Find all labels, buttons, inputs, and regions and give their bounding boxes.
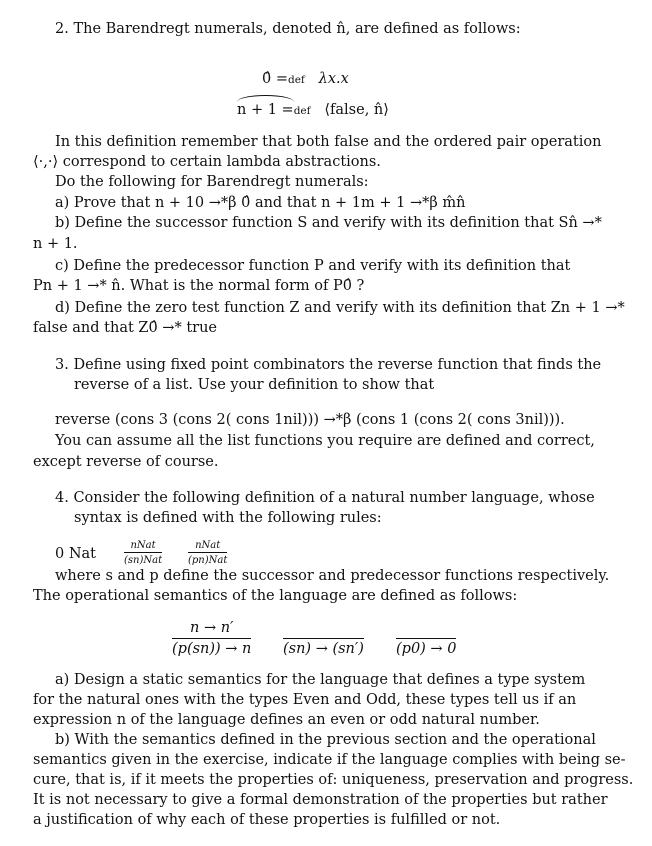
q2-part-d-2: false and that Z0̂ →* true [33,320,217,336]
q4-rule-succ [124,540,162,566]
q2-def-zero-lhs: 0̂ = [262,71,288,87]
q4-op-rule-3 [396,620,456,657]
q4-line-2: syntax is defined with the following rules: [74,510,382,526]
q4-op-rule-1 [172,620,251,657]
q3-assume-2: except reverse of course. [33,454,219,470]
q4-part-a-3: expression n of the language defines an even or odd natural number. [33,712,540,728]
q4-part-b-5: a justification of why each of these properties is fulfilled or not. [33,812,501,828]
q4-part-a-2: for the natural ones with the types Even and Odd, these types tell us if an [33,692,577,708]
q2-def-zero [262,70,402,89]
q2-intro: 2. The Barendregt numerals, denoted n̂, are defined as follows: [55,21,521,37]
q4-rule-succ-premise: nNat [124,540,162,553]
q2-def-succ-lhs: n + 1 = [237,102,294,118]
q4-op-rule-2-conclusion: (sn) → (sn′) [283,641,364,657]
q4-op-rule-1-premise: n → n′ [172,620,251,639]
q3-line-1: 3. Define using fixed point combinators the reverse function that finds the [55,357,602,373]
q2-def-zero-rhs: λx.x [318,71,349,87]
q4-rule-pred-premise: nNat [188,540,227,553]
q4-rule-pred-conclusion: (pn)Nat [188,555,228,566]
q4-part-b-3: cure, that is, if it meets the properties of: uniqueness, preservation and progress. [33,772,634,788]
q4-where-2: The operational semantics of the language are defined as follows: [33,588,518,604]
q4-op-rule-2-premise [283,620,364,639]
q4-part-b-1: b) With the semantics defined in the previous section and the operational [55,732,596,748]
q2-part-b-2: n + 1. [33,236,78,252]
q3-assume-1: You can assume all the list functions you require are defined and correct, [55,433,595,449]
q2-part-a: a) Prove that n + 10 →*β 0̂ and that n + 1m + 1 →*β m̂n̂ [55,195,466,211]
q4-rule-zero: 0 Nat [55,546,96,562]
q4-op-rule-1-conclusion: (p(sn)) → n [172,641,252,657]
q4-rule-pred [188,540,227,566]
q4-part-b-2: semantics given in the exercise, indicate if the language complies with being se- [33,752,626,768]
q2-def-succ [237,101,437,120]
q2-part-c-2: Pn + 1 →* n̂. What is the normal form of P0̂ ? [33,278,365,294]
q2-part-d-1: d) Define the zero test function Z and verify with its definition that Zn + 1 →* [55,300,625,316]
q2-def-succ-sub: def [293,105,311,117]
q4-op-rule-3-conclusion: (p0) → 0 [396,641,457,657]
q3-formula: reverse (cons 3 (cons 2( cons 1nil))) →*β (cons 1 (cons 2( cons 3nil))). [55,412,565,428]
q3-line-2: reverse of a list. Use your definition to show that [74,377,435,393]
q2-def-zero-sub: def [287,74,305,86]
q4-line-1: 4. Consider the following definition of a natural number language, whose [55,490,595,506]
q4-op-rule-2 [283,620,364,657]
q2-part-c-1: c) Define the predecessor function P and verify with its definition that [55,258,571,274]
q2-def-succ-rhs: ⟨false, n̂⟩ [324,102,389,118]
q2-note-2: ⟨·,·⟩ correspond to certain lambda abstractions. [33,154,381,170]
q4-rule-succ-conclusion: (sn)Nat [124,555,163,566]
q2-task-intro: Do the following for Barendregt numerals: [55,174,369,190]
q2-part-b-1: b) Define the successor function S and verify with its definition that Sn̂ →* [55,215,602,231]
q4-op-rule-3-premise [396,620,456,639]
q4-part-b-4: It is not necessary to give a formal demonstration of the properties but rather [33,792,608,808]
q4-where-1: where s and p define the successor and predecessor functions respectively. [55,568,610,584]
q4-part-a-1: a) Design a static semantics for the language that defines a type system [55,672,586,688]
q2-note-1: In this definition remember that both false and the ordered pair operation [55,134,602,150]
